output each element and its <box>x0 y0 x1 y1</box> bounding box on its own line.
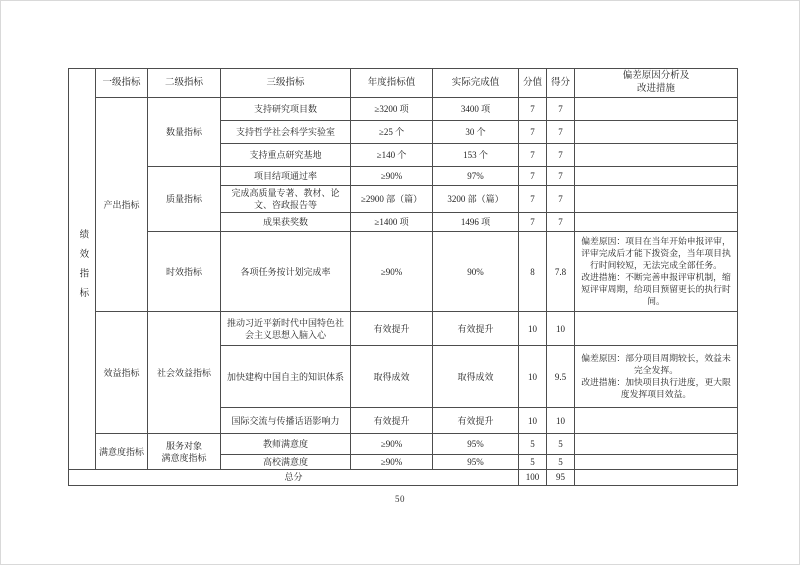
cell-earned: 10 <box>547 312 575 346</box>
cell-score: 7 <box>519 186 547 213</box>
cell-target: ≥90% <box>351 434 433 455</box>
cell-earned: 7 <box>547 98 575 121</box>
cell-deviation-empty <box>575 144 738 167</box>
cell-score: 8 <box>519 232 547 312</box>
cell-target: ≥140 个 <box>351 144 433 167</box>
cell-level1-benefit: 效益指标 <box>96 312 148 434</box>
table-row <box>69 167 738 186</box>
cell-actual: 90% <box>433 232 519 312</box>
cell-score: 7 <box>519 167 547 186</box>
page-number: 50 <box>395 494 405 504</box>
cell-actual: 有效提升 <box>433 312 519 346</box>
total-score: 100 <box>519 470 547 485</box>
header-level2: 二级指标 <box>148 69 221 98</box>
cell-score: 7 <box>519 213 547 232</box>
cell-score: 7 <box>519 98 547 121</box>
cell-level3: 教师满意度 <box>221 434 351 455</box>
cell-deviation-empty <box>575 98 738 121</box>
cell-level3: 成果获奖数 <box>221 213 351 232</box>
header-level3: 三级指标 <box>221 69 351 98</box>
cell-level1-output: 产出指标 <box>96 98 148 312</box>
cell-actual: 153 个 <box>433 144 519 167</box>
cell-earned: 5 <box>547 455 575 470</box>
total-row <box>69 470 738 485</box>
cell-earned: 7 <box>547 121 575 144</box>
cell-target: ≥25 个 <box>351 121 433 144</box>
cell-earned: 7 <box>547 186 575 213</box>
cell-level2-timeliness: 时效指标 <box>148 232 221 312</box>
cell-score: 7 <box>519 121 547 144</box>
header-score: 分值 <box>519 69 547 98</box>
cell-target: ≥1400 项 <box>351 213 433 232</box>
total-deviation-empty <box>575 470 738 485</box>
table-row <box>69 98 738 121</box>
cell-level2-line1: 服务对象 <box>165 440 202 451</box>
cell-level3: 完成高质量专著、教材、论文、咨政报告等 <box>221 186 351 213</box>
cell-earned: 7 <box>547 144 575 167</box>
cell-earned: 7.8 <box>547 232 575 312</box>
deviation-measure: 改进措施：加快项目执行进度，更大限度发挥项目效益。 <box>581 376 731 399</box>
cell-actual: 97% <box>433 167 519 186</box>
table-row <box>69 232 738 312</box>
cell-deviation-empty <box>575 167 738 186</box>
cell-actual: 取得成效 <box>433 346 519 408</box>
row-group-label: 绩效指标 <box>77 228 88 307</box>
deviation-reason: 偏差原因：项目在当年开始申报评审，评审完成后才能下拨资金，当年项目执行时间较短，无法完成全部任务。 <box>581 236 731 270</box>
cell-level3: 国际交流与传播话语影响力 <box>221 408 351 434</box>
deviation-measure: 改进措施：不断完善申报评审机制，缩短评审周期，给项目预留更长的执行时间。 <box>581 271 731 306</box>
table-header-row <box>69 69 738 98</box>
cell-target: ≥90% <box>351 232 433 312</box>
cell-level3: 各项任务按计划完成率 <box>221 232 351 312</box>
cell-deviation-empty <box>575 434 738 455</box>
cell-actual: 3200 部（篇） <box>433 186 519 213</box>
deviation-reason: 偏差原因：部分项目周期较长，效益未完全发挥。 <box>581 353 731 375</box>
cell-level3: 支持重点研究基地 <box>221 144 351 167</box>
cell-earned: 5 <box>547 434 575 455</box>
cell-earned: 10 <box>547 408 575 434</box>
cell-actual: 95% <box>433 434 519 455</box>
total-label: 总分 <box>69 470 519 485</box>
cell-target: ≥3200 项 <box>351 98 433 121</box>
cell-level2-quantity: 数量指标 <box>148 98 221 167</box>
cell-earned: 9.5 <box>547 346 575 408</box>
cell-deviation-empty <box>575 213 738 232</box>
cell-score: 5 <box>519 455 547 470</box>
cell-level2-service-target <box>148 434 221 470</box>
cell-deviation-empty <box>575 455 738 470</box>
cell-deviation-empty <box>575 312 738 346</box>
header-deviation-line1: 偏差原因分析及 <box>622 71 690 82</box>
cell-target: 取得成效 <box>351 346 433 408</box>
header-annual-target: 年度指标值 <box>351 69 433 98</box>
cell-level3: 支持哲学社会科学实验室 <box>221 121 351 144</box>
header-deviation-line2: 改进措施 <box>636 84 675 94</box>
cell-score: 10 <box>519 408 547 434</box>
cell-target: 有效提升 <box>351 312 433 346</box>
cell-target: ≥90% <box>351 167 433 186</box>
performance-indicator-table <box>68 68 738 486</box>
table-row <box>69 434 738 455</box>
header-actual-value: 实际完成值 <box>433 69 519 98</box>
cell-target: ≥2900 部（篇） <box>351 186 433 213</box>
cell-deviation-empty <box>575 186 738 213</box>
cell-actual: 30 个 <box>433 121 519 144</box>
cell-deviation-empty <box>575 408 738 434</box>
cell-level2-quality: 质量指标 <box>148 167 221 232</box>
cell-level3: 高校满意度 <box>221 455 351 470</box>
total-earned: 95 <box>547 470 575 485</box>
header-deviation <box>575 69 738 98</box>
cell-score: 7 <box>519 144 547 167</box>
cell-deviation <box>575 346 738 408</box>
cell-level1-satisfaction: 满意度指标 <box>96 434 148 470</box>
cell-level3: 加快建构中国自主的知识体系 <box>221 346 351 408</box>
cell-target: 有效提升 <box>351 408 433 434</box>
cell-level3: 项目结项通过率 <box>221 167 351 186</box>
cell-actual: 95% <box>433 455 519 470</box>
cell-score: 10 <box>519 312 547 346</box>
cell-earned: 7 <box>547 167 575 186</box>
cell-actual: 1496 项 <box>433 213 519 232</box>
cell-level2-line2: 满意度指标 <box>161 452 207 463</box>
cell-actual: 有效提升 <box>433 408 519 434</box>
table-row <box>69 312 738 346</box>
cell-score: 10 <box>519 346 547 408</box>
header-earned: 得分 <box>547 69 575 98</box>
cell-actual: 3400 项 <box>433 98 519 121</box>
header-level1: 一级指标 <box>96 69 148 98</box>
cell-level3: 推动习近平新时代中国特色社会主义思想入脑入心 <box>221 312 351 346</box>
cell-score: 5 <box>519 434 547 455</box>
cell-deviation <box>575 232 738 312</box>
cell-target: ≥90% <box>351 455 433 470</box>
cell-deviation-empty <box>575 121 738 144</box>
row-group-cell <box>69 69 96 470</box>
cell-level2-social-benefit: 社会效益指标 <box>148 312 221 434</box>
cell-earned: 7 <box>547 213 575 232</box>
cell-level3: 支持研究项目数 <box>221 98 351 121</box>
